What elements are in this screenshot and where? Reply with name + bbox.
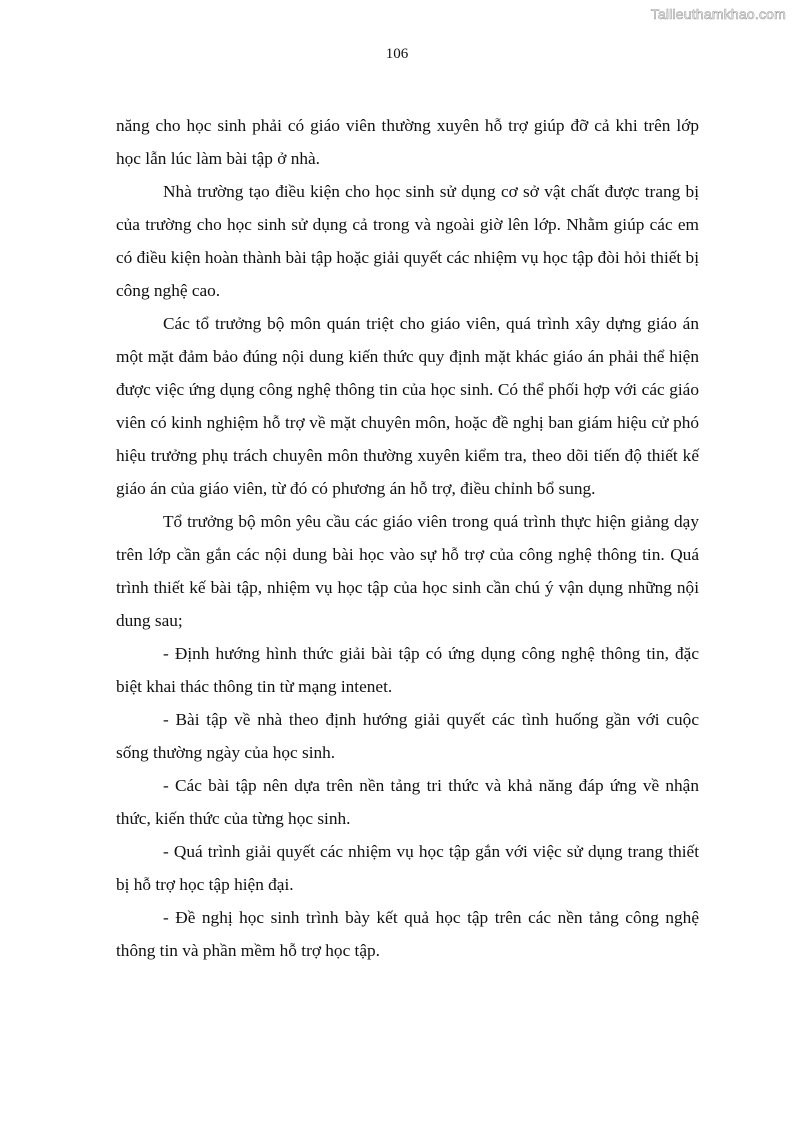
page-number: 106: [385, 46, 409, 62]
list-item: - Các bài tập nên dựa trên nền tảng tri thức và khả năng đáp ứng về nhận thức, kiến thức của từng học sinh.: [116, 776, 699, 828]
document-body: [116, 109, 699, 967]
list-item: - Đề nghị học sinh trình bày kết quả học tập trên các nền tảng công nghệ thông tin và phần mềm hỗ trợ học tập.: [116, 908, 699, 960]
paragraph-continuation: năng cho học sinh phải có giáo viên thường xuyên hỗ trợ giúp đỡ cả khi trên lớp học lẫn lúc làm bài tập ở nhà.: [116, 116, 699, 168]
paragraph-department-heads: Các tổ trưởng bộ môn quán triệt cho giáo viên, quá trình xây dựng giáo án một mặt đảm bảo đúng nội dung kiến thức quy định mặt khác giáo án phải thể hiện được việc ứng dụng công nghệ thông tin của học sinh. Có thể phối hợp với các giáo viên có kinh nghiệm hỗ trợ về mặt chuyên môn, hoặc đề nghị ban giám hiệu cử phó hiệu trưởng phụ trách chuyên môn thường xuyên kiểm tra, theo dõi tiến độ thiết kế giáo án của giáo viên, từ đó có phương án hỗ trợ, điều chỉnh bổ sung.: [116, 314, 699, 498]
list-item: - Định hướng hình thức giải bài tập có ứng dụng công nghệ thông tin, đặc biệt khai thác thông tin từ mạng intenet.: [116, 644, 699, 696]
paragraph-facilities: Nhà trường tạo điều kiện cho học sinh sử dụng cơ sở vật chất được trang bị của trường cho học sinh sử dụng cả trong và ngoài giờ lên lớp. Nhằm giúp các em có điều kiện hoàn thành bài tập hoặc giải quyết các nhiệm vụ học tập đòi hỏi thiết bị công nghệ cao.: [116, 182, 699, 300]
list-item: - Quá trình giải quyết các nhiệm vụ học tập gắn với việc sử dụng trang thiết bị hỗ trợ học tập hiện đại.: [116, 842, 699, 894]
paragraph-teacher-requirements: Tổ trưởng bộ môn yêu cầu các giáo viên trong quá trình thực hiện giảng dạy trên lớp cần gắn các nội dung bài học vào sự hỗ trợ của công nghệ thông tin. Quá trình thiết kế bài tập, nhiệm vụ học tập của học sinh cần chú ý vận dụng những nội dung sau;: [116, 512, 699, 630]
watermark-text: Tailieuthamkhao.com: [650, 6, 786, 22]
list-item: - Bài tập về nhà theo định hướng giải quyết các tình huống gần với cuộc sống thường ngày của học sinh.: [116, 710, 699, 762]
